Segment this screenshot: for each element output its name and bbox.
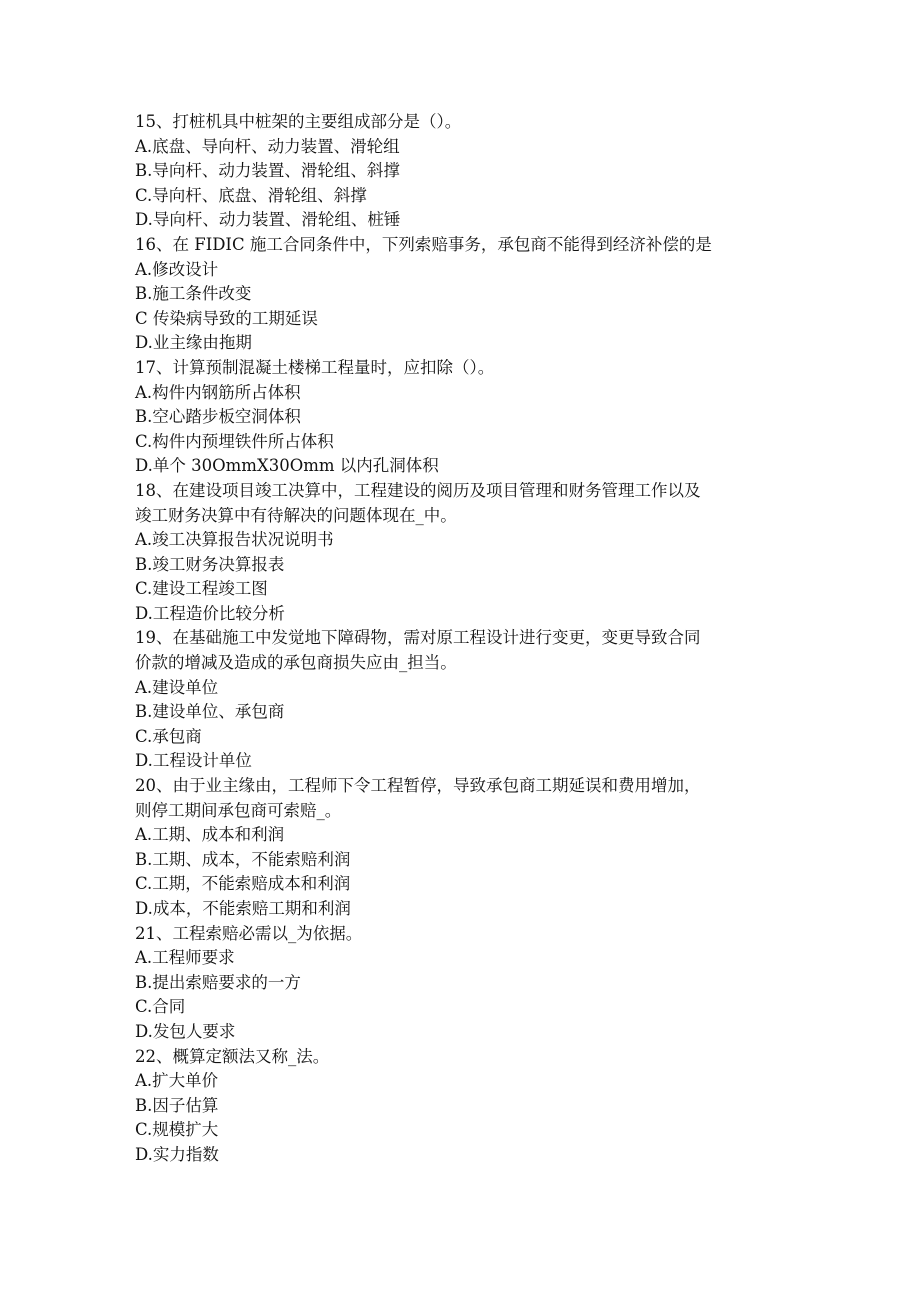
- question-21: [135, 922, 785, 1045]
- option-d: D.导向杆、动力装置、滑轮组、桩锤: [135, 210, 401, 230]
- question-stem-line-2: 竣工财务决算中有待解决的问题体现在_中。: [135, 505, 457, 525]
- option-d: D.发包人要求: [135, 1021, 236, 1041]
- question-stem: 21、工程索赔必需以_为依据。: [135, 923, 363, 943]
- question-22: [135, 1045, 785, 1168]
- option-c: C.合同: [135, 997, 186, 1017]
- option-b: B.工期、成本，不能索赔利润: [135, 849, 351, 869]
- question-stem-line-1: 18、在建设项目竣工决算中，工程建设的阅历及项目管理和财务管理工作以及: [135, 480, 701, 500]
- document-page: [135, 110, 785, 1168]
- option-d: D.成本，不能索赔工期和利润: [135, 899, 351, 918]
- option-a: A.底盘、导向杆、动力装置、滑轮组: [135, 136, 400, 156]
- option-d: D.工程造价比较分析: [135, 603, 285, 623]
- option-c: C.工期，不能索赔成本和利润: [135, 874, 351, 894]
- question-stem-line-2: 价款的增减及造成的承包商损失应由_担当。: [135, 653, 457, 673]
- option-b: B.导向杆、动力装置、滑轮组、斜撑: [135, 161, 400, 181]
- option-b: B.提出索赔要求的一方: [135, 972, 301, 992]
- option-b: B.竣工财务决算报表: [135, 554, 285, 574]
- option-c: C.规模扩大: [135, 1120, 219, 1140]
- option-d: D.业主缘由拖期: [135, 333, 252, 353]
- option-d: D.单个 30OmmX30Omm 以内孔洞体积: [135, 456, 439, 476]
- question-stem-line-1: 20、由于业主缘由，工程师下令工程暂停，导致承包商工期延误和费用增加，: [135, 776, 701, 796]
- question-20: [135, 774, 785, 922]
- question-stem: 15、打桩机具中桩架的主要组成部分是（）。: [135, 112, 462, 131]
- option-d: D.工程设计单位: [135, 751, 252, 771]
- option-c: C 传染病导致的工期延误: [135, 308, 318, 328]
- option-c: C.建设工程竣工图: [135, 579, 268, 599]
- option-c: C.导向杆、底盘、滑轮组、斜撑: [135, 185, 367, 205]
- option-b: B.建设单位、承包商: [135, 702, 285, 722]
- question-stem-line-2: 则停工期间承包商可索赔_。: [135, 800, 342, 820]
- option-a: A.构件内钢筋所占体积: [135, 382, 301, 402]
- question-stem: 16、在 FIDIC 施工合同条件中，下列索赔事务，承包商不能得到经济补偿的是: [135, 234, 712, 254]
- option-b: B.空心踏步板空洞体积: [135, 407, 301, 427]
- option-c: C.构件内预埋铁件所占体积: [135, 431, 334, 451]
- question-stem: 17、计算预制混凝土楼梯工程量时，应扣除（）。: [135, 357, 495, 377]
- option-a: A.修改设计: [135, 259, 219, 279]
- question-16: [135, 233, 785, 356]
- question-17: [135, 356, 785, 479]
- option-b: B.施工条件改变: [135, 284, 252, 304]
- question-19: [135, 626, 785, 774]
- question-15: [135, 110, 785, 233]
- option-a: A.工程师要求: [135, 948, 235, 968]
- option-b: B.因子估算: [135, 1095, 219, 1115]
- option-d: D.实力指数: [135, 1144, 219, 1164]
- question-18: [135, 479, 785, 627]
- question-stem-line-1: 19、在基础施工中发觉地下障碍物，需对原工程设计进行变更，变更导致合同: [135, 628, 701, 648]
- option-a: A.竣工决算报告状况说明书: [135, 530, 334, 550]
- option-a: A.工期、成本和利润: [135, 825, 285, 845]
- question-stem: 22、概算定额法又称_法。: [135, 1046, 330, 1066]
- option-c: C.承包商: [135, 726, 202, 746]
- option-a: A.扩大单价: [135, 1071, 219, 1091]
- option-a: A.建设单位: [135, 677, 219, 697]
